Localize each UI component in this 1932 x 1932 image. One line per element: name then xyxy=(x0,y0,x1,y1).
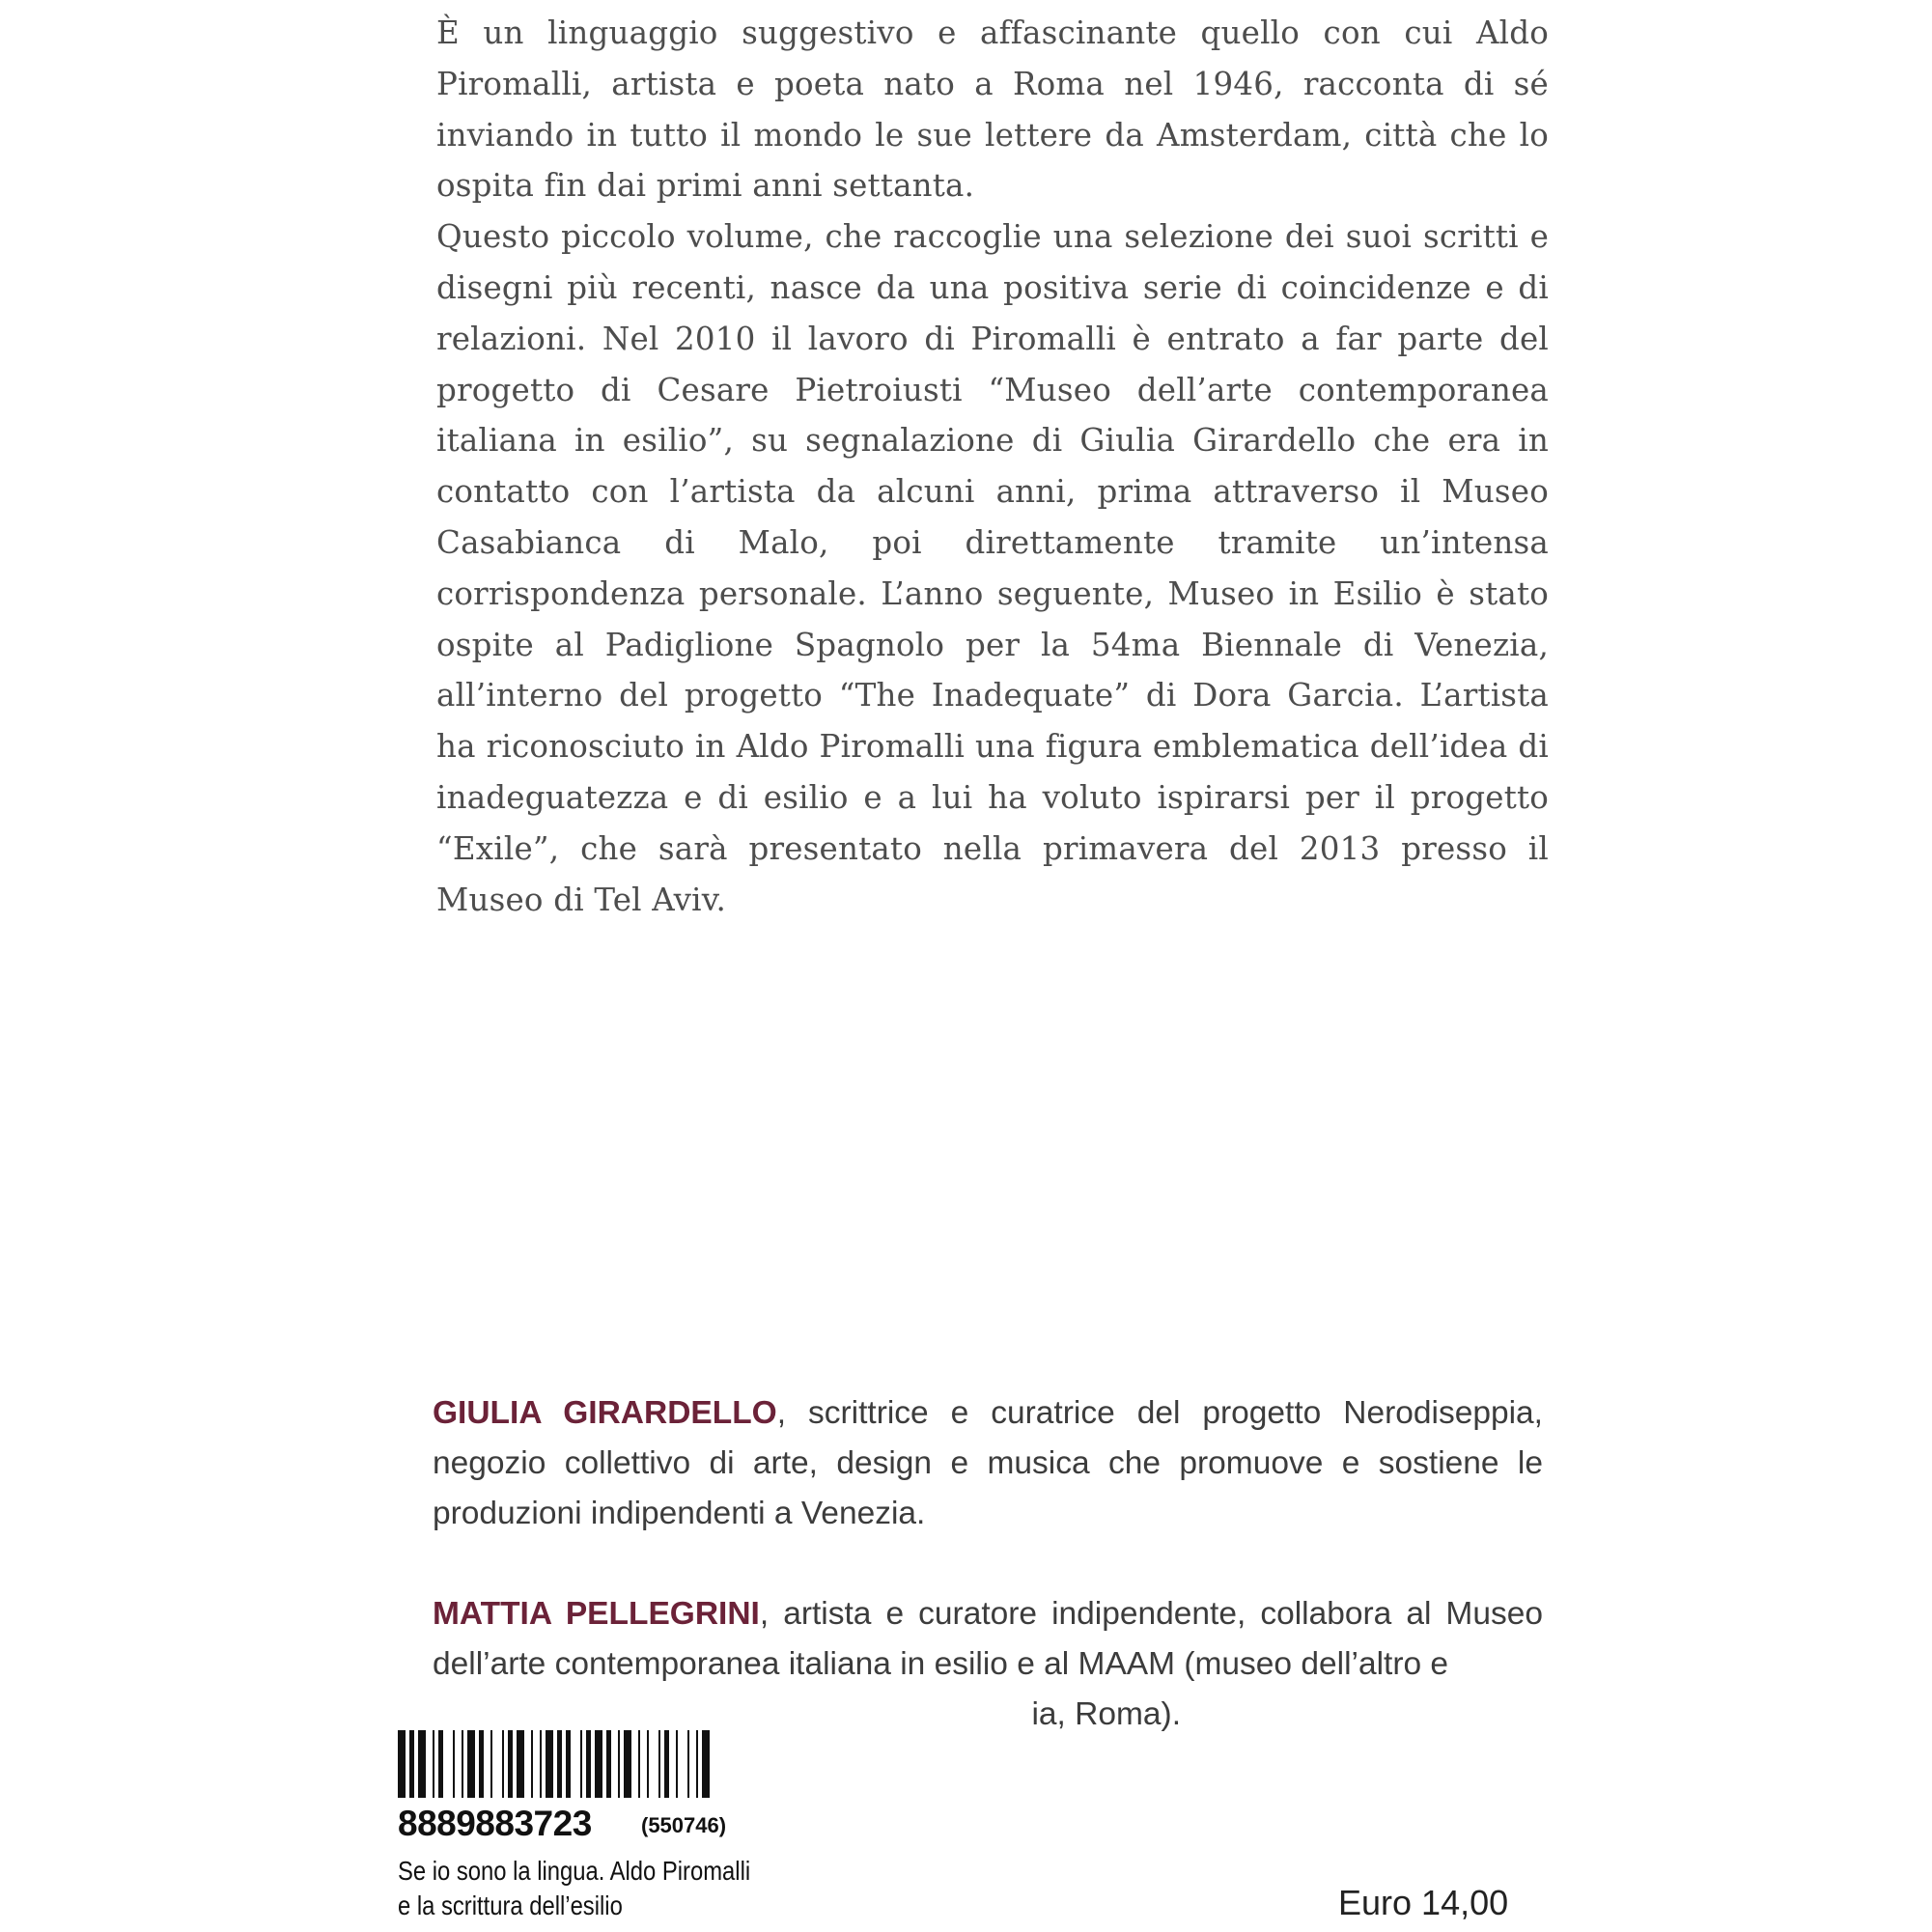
barcode-bar xyxy=(618,1730,620,1798)
author-name: GIULIA GIRARDELLO xyxy=(433,1395,777,1431)
barcode-bar xyxy=(531,1730,533,1798)
barcode-bar xyxy=(664,1730,669,1798)
barcode-bar xyxy=(595,1730,602,1798)
product-code: (550746) xyxy=(641,1813,727,1837)
barcode-bar xyxy=(418,1730,426,1798)
barcode-bar xyxy=(502,1730,504,1798)
book-title-line-2: e la scrittura dell’esilio xyxy=(398,1890,623,1920)
barcode-bar xyxy=(676,1730,678,1798)
barcode-bar xyxy=(702,1730,710,1798)
barcode-bar xyxy=(433,1730,434,1798)
barcode-bar xyxy=(606,1730,611,1798)
barcode-bar xyxy=(438,1730,443,1798)
barcode-bar xyxy=(409,1730,414,1798)
barcode-bar xyxy=(624,1730,631,1798)
isbn-number: 8889883723 xyxy=(398,1804,592,1843)
barcode-bar xyxy=(557,1730,562,1798)
barcode-bar xyxy=(546,1730,553,1798)
barcode-bar xyxy=(540,1730,542,1798)
intro-paragraph-1: È un linguaggio suggestivo e affascinante quello con cui Aldo Piromalli, artista e poeta nato a Roma nel 1946, racconta di sé inviando in tutto il mondo le sue lettere da Amsterdam, città che lo ospita fin dai primi anni settanta. xyxy=(436,14,1549,205)
book-title xyxy=(398,1854,841,1923)
intro-paragraph-2: Questo piccolo volume, che raccoglie una selezione dei suoi scritti e disegni più recenti, nasce da una positiva serie di coincidenze e di relazioni. Nel 2010 il lavoro di Piromalli è entrato a far parte del progetto di Cesare Pietroiusti “Museo dell’arte contemporanea italiana in esilio”, su segnalazione di Giulia Girardello che era in contatto con l’artista da alcuni anni, prima attraverso il Museo Casabianca di Malo, poi direttamente tramite un’intensa corrispondenza personale. L’anno seguente, Museo in Esilio è stato ospite al Padiglione Spagnolo per la 54ma Biennale di Venezia, all’interno del progetto “The Inadequate” di Dora Garcia. L’artista ha riconosciuto in Aldo Piromalli una figura emblematica dell’idea di inadeguatezza e di esilio e a lui ha voluto ispirarsi per il progetto “Exile”, che sarà presentato nella primavera del 2013 presso il Museo di Tel Aviv. xyxy=(436,218,1549,918)
barcode-bar xyxy=(517,1730,524,1798)
barcode-bar xyxy=(508,1730,513,1798)
bio-girardello xyxy=(433,1388,1543,1539)
barcode-bar xyxy=(696,1730,698,1798)
price: Euro 14,00 xyxy=(1338,1883,1509,1922)
barcode-bar xyxy=(462,1730,463,1798)
barcode-bar xyxy=(490,1730,492,1798)
bio-pellegrini xyxy=(433,1589,1543,1740)
author-name: MATTIA PELLEGRINI xyxy=(433,1596,760,1632)
barcode-bar xyxy=(479,1730,484,1798)
barcode-bar xyxy=(467,1730,475,1798)
barcode-bar xyxy=(647,1730,649,1798)
barcode-bar xyxy=(580,1730,582,1798)
author-bio-text: , artista e curatore indipendente, collabora al Museo dell’arte contemporanea italiana in esilio e al MAAM (museo dell’altro e xyxy=(433,1596,1543,1682)
intro-text xyxy=(436,8,1549,925)
bio-trailing-text: ia, Roma). xyxy=(1031,1696,1181,1732)
barcode-bar xyxy=(586,1730,591,1798)
barcode-bar xyxy=(687,1730,689,1798)
barcode-bar xyxy=(658,1730,660,1798)
author-bio-text: , scrittrice e curatrice del progetto Nerodiseppia, negozio collettivo di arte, design e musica che promuove e sostiene le produzioni indipendenti a Venezia. xyxy=(433,1395,1543,1531)
barcode-label xyxy=(392,1730,933,1932)
barcode-bar xyxy=(453,1730,455,1798)
barcode-icon xyxy=(398,1730,780,1798)
barcode-bar xyxy=(398,1730,406,1798)
barcode-bar xyxy=(566,1730,571,1798)
book-title-line-1: Se io sono la lingua. Aldo Piromalli xyxy=(398,1856,751,1886)
barcode-bar xyxy=(638,1730,640,1798)
